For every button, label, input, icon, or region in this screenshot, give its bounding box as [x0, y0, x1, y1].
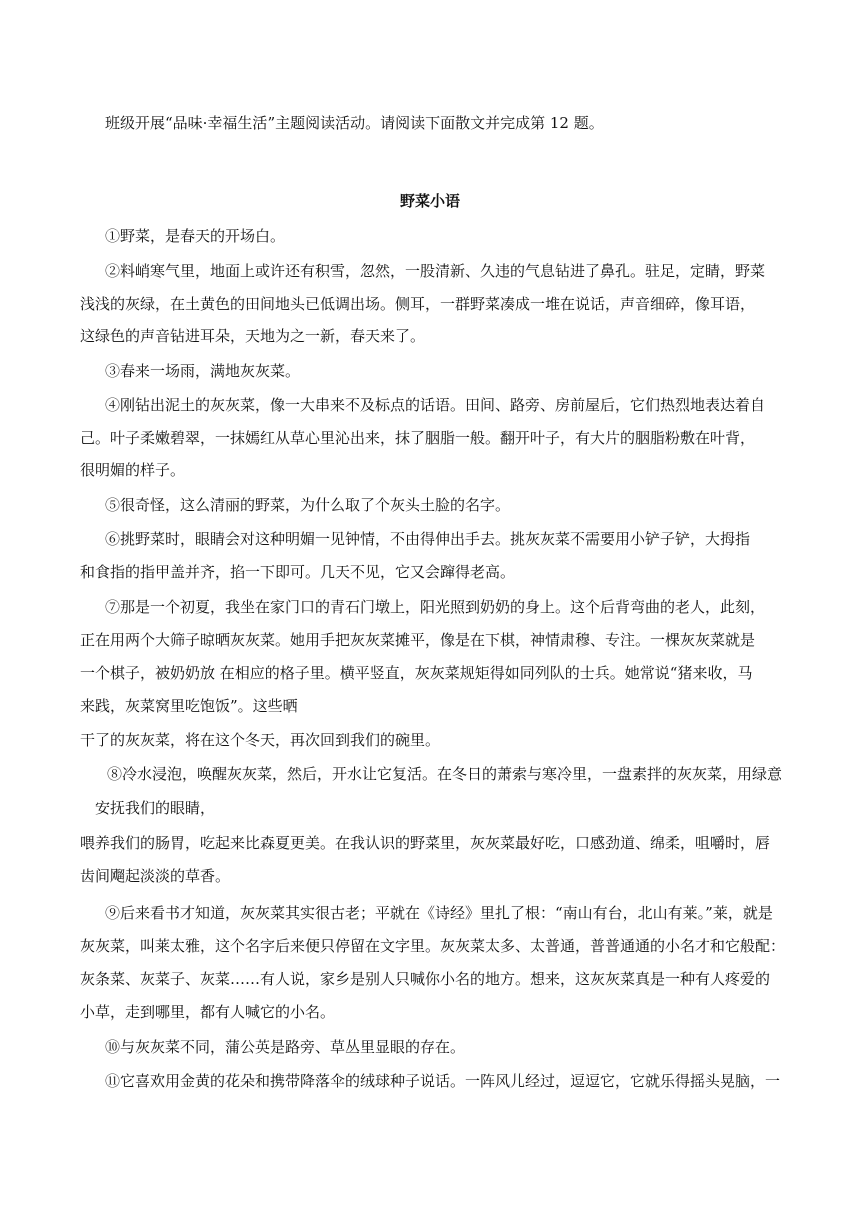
intro-text: 班级开展“品味·幸福生活”主题阅读活动。请阅读下面散文并完成第 12 题。	[105, 114, 604, 132]
paragraph-line: ⑦那是一个初夏，我坐在家门口的青石门墩上，阳光照到奶奶的身上。这个后背弯曲的老人，此刻，	[105, 598, 766, 616]
paragraph-line: 和食指的指甲盖并齐，掐一下即可。几天不见，它又会蹿得老高。	[80, 563, 516, 581]
paragraph-line: ⑨后来看书才知道，灰灰菜其实很古老；平就在《诗经》里扎了根：“南山有台，北山有莱。”莱，就是	[105, 904, 773, 922]
essay-title: 野菜小语	[399, 192, 460, 210]
paragraph-line: 齿间飗起淡淡的草香。	[80, 867, 231, 885]
paragraph-line: 安抚我们的眼睛，	[95, 799, 216, 817]
paragraph-line: ④刚钻出泥土的灰灰菜，像一大串来不及标点的话语。田间、路旁、房前屋后，它们热烈地表达着自	[105, 396, 766, 414]
paragraph-line: 浅浅的灰绿，在土黄色的田间地头已低调出场。侧耳，一群野菜凑成一堆在说话，声音细碎，像耳语，	[80, 295, 756, 313]
paragraph-line: 灰灰菜，叫莱太雅，这个名字后来便只停留在文字里。灰灰菜太多、太普通，普普通通的小名才和它般配：	[80, 937, 786, 955]
paragraph-line: 来践，灰菜窝里吃饱饭”。这些晒	[80, 697, 298, 715]
paragraph-line: ⑥挑野菜时，眼睛会对这种明媚一见钟情，不由得伸出手去。挑灰灰菜不需要用小铲子铲，大拇指	[105, 530, 751, 548]
paragraph-line: 一个棋子，被奶奶放 在相应的格子里。横平竖直，灰灰菜规矩得如同列队的士兵。她常说“猪来收，马	[80, 664, 753, 682]
paragraph-line: 喂养我们的肠胃，吃起来比森夏更美。在我认识的野菜里，灰灰菜最好吃，口感劲道、绵柔，咀嚼时，唇	[80, 834, 771, 852]
paragraph-line: ⑤很奇怪，这么清丽的野菜，为什么取了个灰头土脸的名字。	[105, 496, 511, 514]
paragraph-line: 干了的灰灰菜，将在这个冬天，再次回到我们的碗里。	[80, 731, 441, 749]
paragraph-line: ⑩与灰灰菜不同，蒲公英是路旁、草丛里显眼的存在。	[105, 1038, 466, 1056]
paragraph-line: 正在用两个大筛子晾晒灰灰菜。她用手把灰灰菜摊平，像是在下棋，神情肃穆、专注。一棵灰灰菜就是	[80, 631, 756, 649]
paragraph-line: 灰条菜、灰菜子、灰菜……有人说，家乡是别人只喊你小名的地方。想来，这灰灰菜真是一种有人疼爱的	[80, 970, 771, 988]
paragraph-line: 这绿色的声音钻进耳朵，天地为之一新，春天来了。	[80, 327, 426, 345]
paragraph-line: ⑧冷水浸泡，唤醒灰灰菜，然后，开水让它复活。在冬日的萧索与寒冷里，一盘素拌的灰灰菜，用绿意	[107, 765, 783, 783]
paragraph-line: 很明媚的样子。	[80, 461, 186, 479]
paragraph-line: 己。叶子柔嫩碧翠，一抹嫣红从草心里沁出来，抹了胭脂一般。翻开叶子，有大片的胭脂粉敷在叶背，	[80, 429, 756, 447]
paragraph-line: ①野菜，是春天的开场白。	[105, 227, 286, 245]
paragraph-line: 小草，走到哪里，都有人喊它的小名。	[80, 1003, 336, 1021]
paragraph-line: ③春来一场雨，满地灰灰菜。	[105, 362, 301, 380]
paragraph-line: ②料峭寒气里，地面上或许还有积雪，忽然，一股清新、久违的气息钻进了鼻孔。驻足，定睛，野菜	[105, 262, 766, 280]
paragraph-line: ⑪它喜欢用金黄的花朵和携带降落伞的绒球种子说话。一阵风儿经过，逗逗它，它就乐得摇头晃脑，一	[105, 1072, 781, 1090]
